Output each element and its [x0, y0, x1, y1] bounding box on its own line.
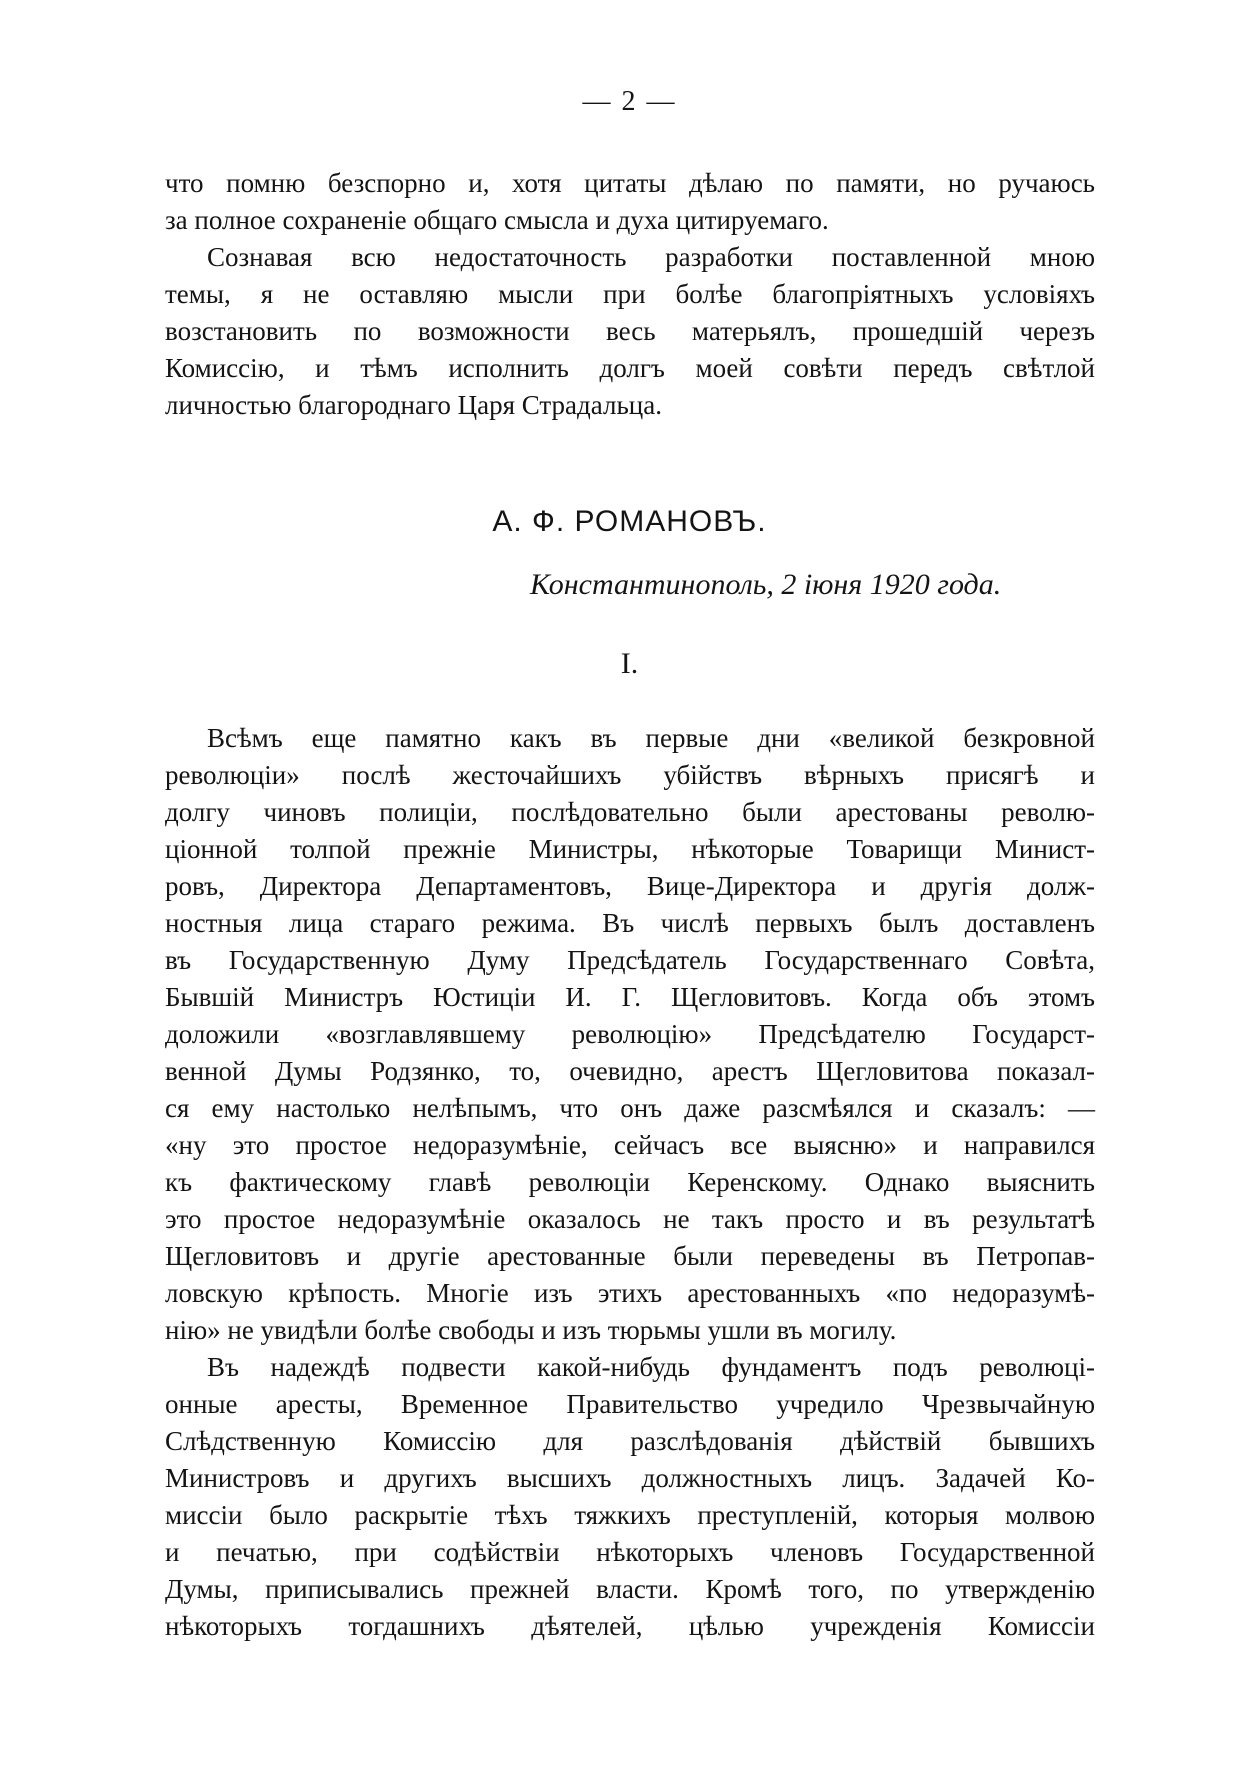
body-line: доложили «возглавлявшему революцію» Предсѣдателю Государст- [165, 1019, 1095, 1049]
body-line: къ фактическому главѣ революціи Керенскому. Однако выяснить [165, 1167, 1095, 1197]
intro-line: Комиссію, и тѣмъ исполнить долгъ моей совѣти передъ свѣтлой [165, 353, 1095, 383]
intro-line: личностью благороднаго Царя Страдальца. [165, 390, 662, 420]
intro-line: за полное сохраненіе общаго смысла и духа цитируемаго. [165, 205, 829, 235]
intro-line: возстановить по возможности весь матерьялъ, прошедшій черезъ [165, 316, 1095, 346]
body-line: ностныя лица стараго режима. Въ числѣ первыхъ былъ доставленъ [165, 908, 1095, 938]
body-line: Министровъ и другихъ высшихъ должностныхъ лицъ. Задачей Ко- [165, 1463, 1095, 1493]
body-line: Въ надеждѣ подвести какой-нибудь фундаментъ подъ революці- [207, 1352, 1095, 1382]
body-line: миссіи было раскрытіе тѣхъ тяжкихъ преступленій, которыя молвою [165, 1500, 1095, 1530]
intro-line: что помню безспорно и, хотя цитаты дѣлаю по памяти, но ручаюсь [165, 168, 1095, 198]
body-line: революціи» послѣ жесточайшихъ убійствъ вѣрныхъ присягѣ и [165, 760, 1095, 790]
body-line: «ну это простое недоразумѣніе, сейчасъ все выясню» и направился [165, 1130, 1095, 1160]
body-line: Щегловитовъ и другіе арестованные были переведены въ Петропав- [165, 1241, 1095, 1271]
body-line: долгу чиновъ полиціи, послѣдовательно были арестованы револю- [165, 797, 1095, 827]
intro-paragraphs [165, 165, 1095, 424]
page-number: — 2 — [582, 86, 677, 117]
body-line: венной Думы Родзянко, то, очевидно, арестъ Щегловитова показал- [165, 1056, 1095, 1086]
body-line: Думы, приписывались прежней власти. Кромѣ того, по утвержденію [165, 1574, 1095, 1604]
body-line: нію» не увидѣли болѣе свободы и изъ тюрьмы ушли въ могилу. [165, 1315, 897, 1345]
body-line: Слѣдственную Комиссію для разслѣдованія дѣйствій бывшихъ [165, 1426, 1095, 1456]
intro-line: Сознавая всю недостаточность разработки поставленной мною [207, 242, 1095, 272]
body-line: ловскую крѣпость. Многіе изъ этихъ арестованныхъ «по недоразумѣ- [165, 1278, 1095, 1308]
place-date: Константинополь, 2 іюня 1920 года. [530, 568, 1002, 601]
body-line: ціонной толпой прежніе Министры, нѣкоторые Товарищи Минист- [165, 834, 1095, 864]
section-number: I. [620, 647, 639, 680]
body-line: онные аресты, Временное Правительство учредило Чрезвычайную [165, 1389, 1095, 1419]
body-line: и печатью, при содѣйствіи нѣкоторыхъ членовъ Государственной [165, 1537, 1095, 1567]
body-line: ровъ, Директора Департаментовъ, Вице-Директора и другія долж- [165, 871, 1095, 901]
body-line: Всѣмъ еще памятно какъ въ первые дни «великой безкровной [207, 723, 1095, 753]
body-line: въ Государственную Думу Предсѣдатель Государственнаго Совѣта, [165, 945, 1095, 975]
body-line: Бывшій Министръ Юстиціи И. Г. Щегловитовъ. Когда объ этомъ [165, 982, 1095, 1012]
author-signature: А. Ф. РОМАНОВЪ. [492, 505, 767, 538]
body-text [165, 720, 1095, 1645]
body-line: это простое недоразумѣніе оказалось не такъ просто и въ результатѣ [165, 1204, 1095, 1234]
body-line: ся ему настолько нелѣпымъ, что онъ даже разсмѣялся и сказалъ: — [165, 1093, 1095, 1123]
intro-line: темы, я не оставляю мысли при болѣе благопріятныхъ условіяхъ [165, 279, 1095, 309]
body-line: нѣкоторыхъ тогдашнихъ дѣятелей, цѣлью учрежденія Комиссіи [165, 1611, 1095, 1641]
